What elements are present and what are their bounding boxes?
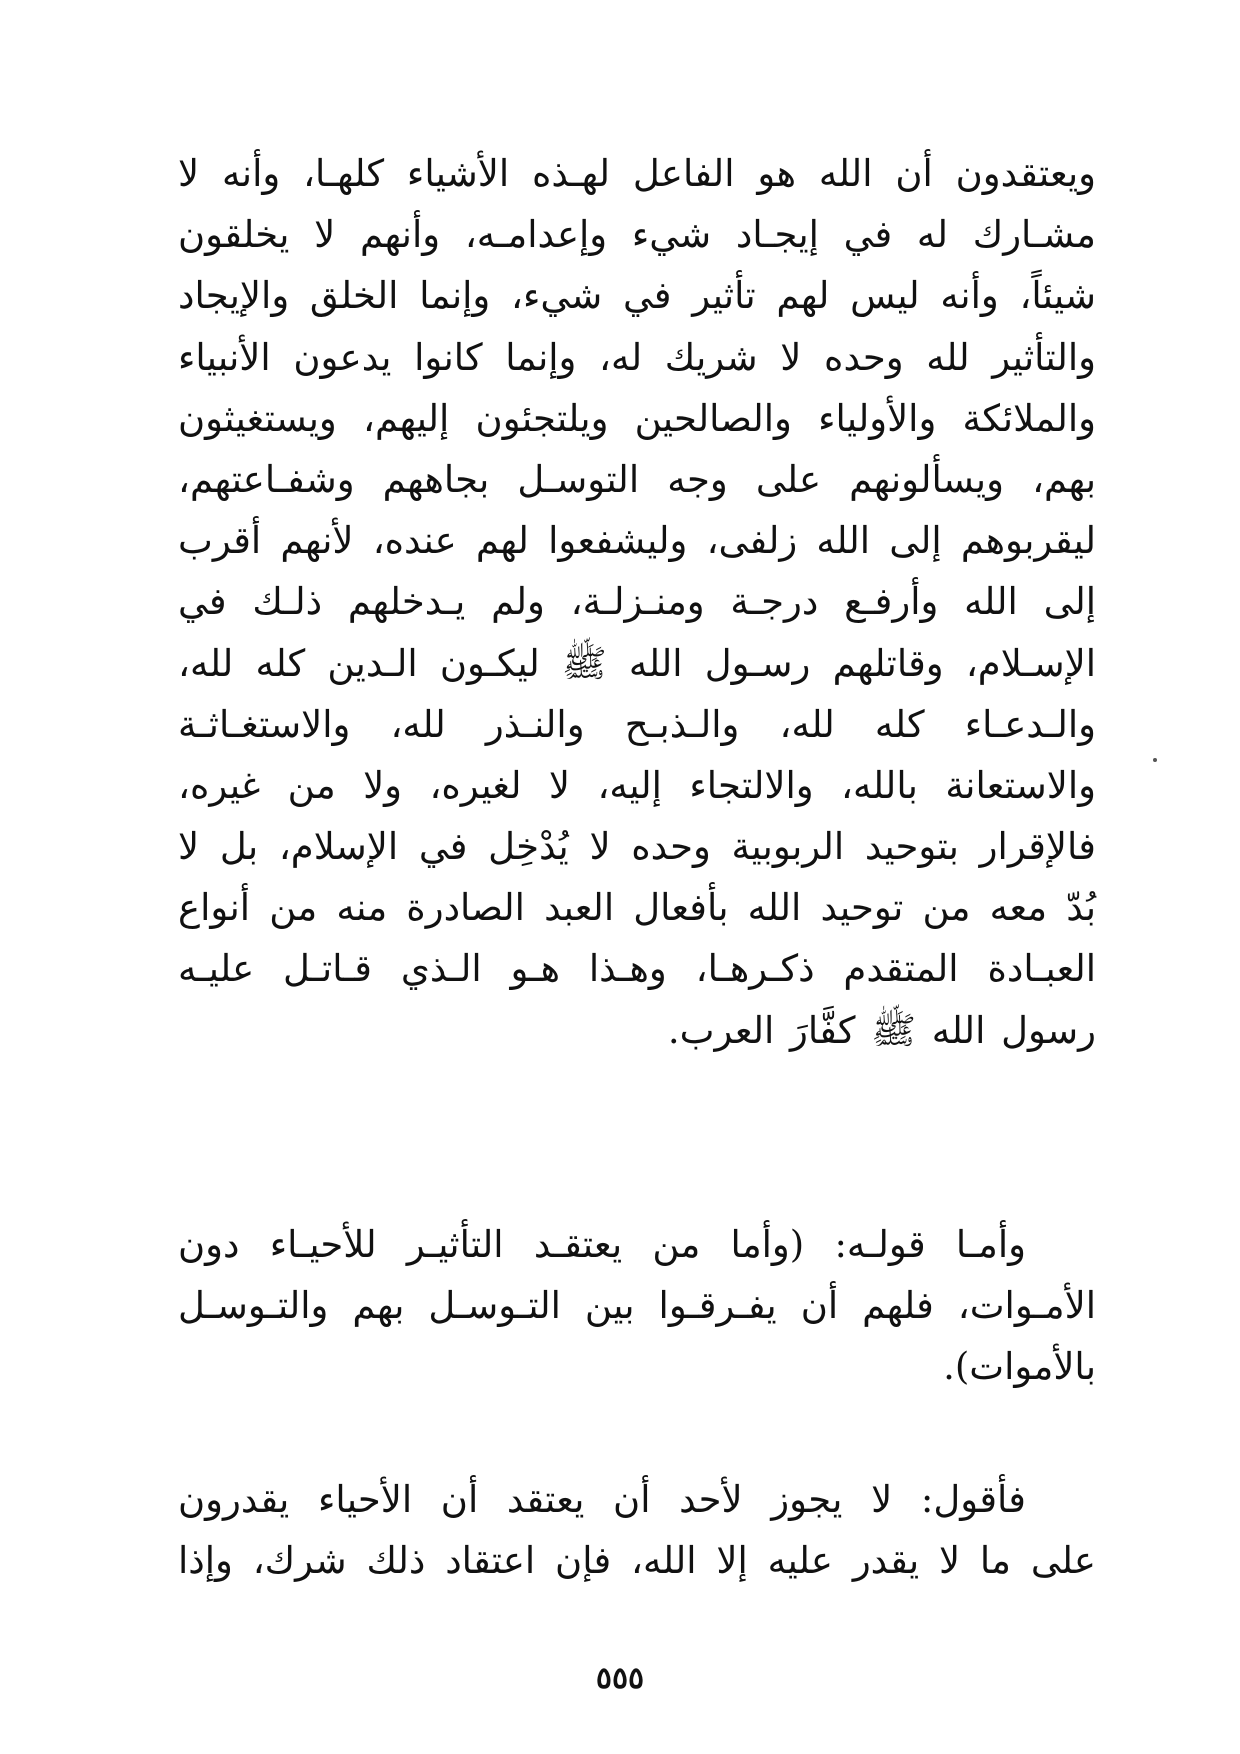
text-line: بُدّ معه من توحيد الله بأفعال العبد الصادرة منه من أنواع: [178, 886, 1096, 930]
paragraph-1: [178, 143, 1096, 1061]
text-line: والتأثير لله وحده لا شريك له، وإنما كانوا يدعون الأنبياء: [178, 335, 1096, 379]
text-line: شيئاً، وأنه ليس لهم تأثير في شيء، وإنما الخلق والإيجاد: [178, 274, 1096, 318]
text-line: الأمـوات، فلهم أن يفـرقـوا بين التـوسـل بهم والتـوسـل: [178, 1284, 1096, 1328]
text-line: مشـارك له في إيجـاد شيء وإعدامـه، وأنهم لا يخلقون: [178, 213, 1096, 257]
text-line: ليقربوهم إلى الله زلفى، وليشفعوا لهم عنده، لأنهم أقرب: [178, 519, 1096, 563]
text-line: والملائكة والأولياء والصالحين ويلتجئون إليهم، ويستغيثون: [178, 396, 1096, 440]
paragraph-3: [178, 1469, 1096, 1591]
page-number: ٥٥٥: [595, 1661, 645, 1696]
text-line: فالإقرار بتوحيد الربوبية وحده لا يُدْخِل في الإسلام، بل لا: [178, 825, 1096, 869]
text-line: فأقول: لا يجوز لأحد أن يعتقد أن الأحياء يقدرون: [178, 1478, 1026, 1521]
text-line: والـدعـاء كله لله، والـذبـح والنـذر لله، والاستغـاثـة: [178, 702, 1096, 746]
text-line: الإسـلام، وقاتلهم رسـول الله ﷺ ليكـون الـدين كله لله،: [178, 641, 1096, 685]
text-line: إلى الله وأرفـع درجـة ومنـزلـة، ولم يـدخلهم ذلـك في: [178, 580, 1096, 624]
text-line: رسول الله ﷺ كفَّارَ العرب.: [667, 1008, 1096, 1052]
text-line: والاستعانة بالله، والالتجاء إليه، لا لغيره، ولا من غيره،: [178, 763, 1096, 807]
text-line: بالأموات).: [943, 1345, 1096, 1389]
text-line: وأمـا قولـه: (وأما من يعتقـد التأثيـر للأحيـاء دون: [178, 1223, 1026, 1266]
text-line: العبـادة المتقدم ذكـرهـا، وهـذا هـو الـذي قـاتـل عليـه: [178, 947, 1096, 991]
text-line: بهم، ويسألونهم على وجه التوسـل بجاههم وشفـاعتهم،: [178, 457, 1096, 501]
scan-speck: [1153, 758, 1157, 762]
text-line: ويعتقدون أن الله هو الفاعل لهـذه الأشياء كلهـا، وأنه لا: [178, 152, 1096, 195]
paragraph-2: [178, 1214, 1096, 1398]
text-line: على ما لا يقدر عليه إلا الله، فإن اعتقاد ذلك شرك، وإذا: [178, 1539, 1096, 1583]
